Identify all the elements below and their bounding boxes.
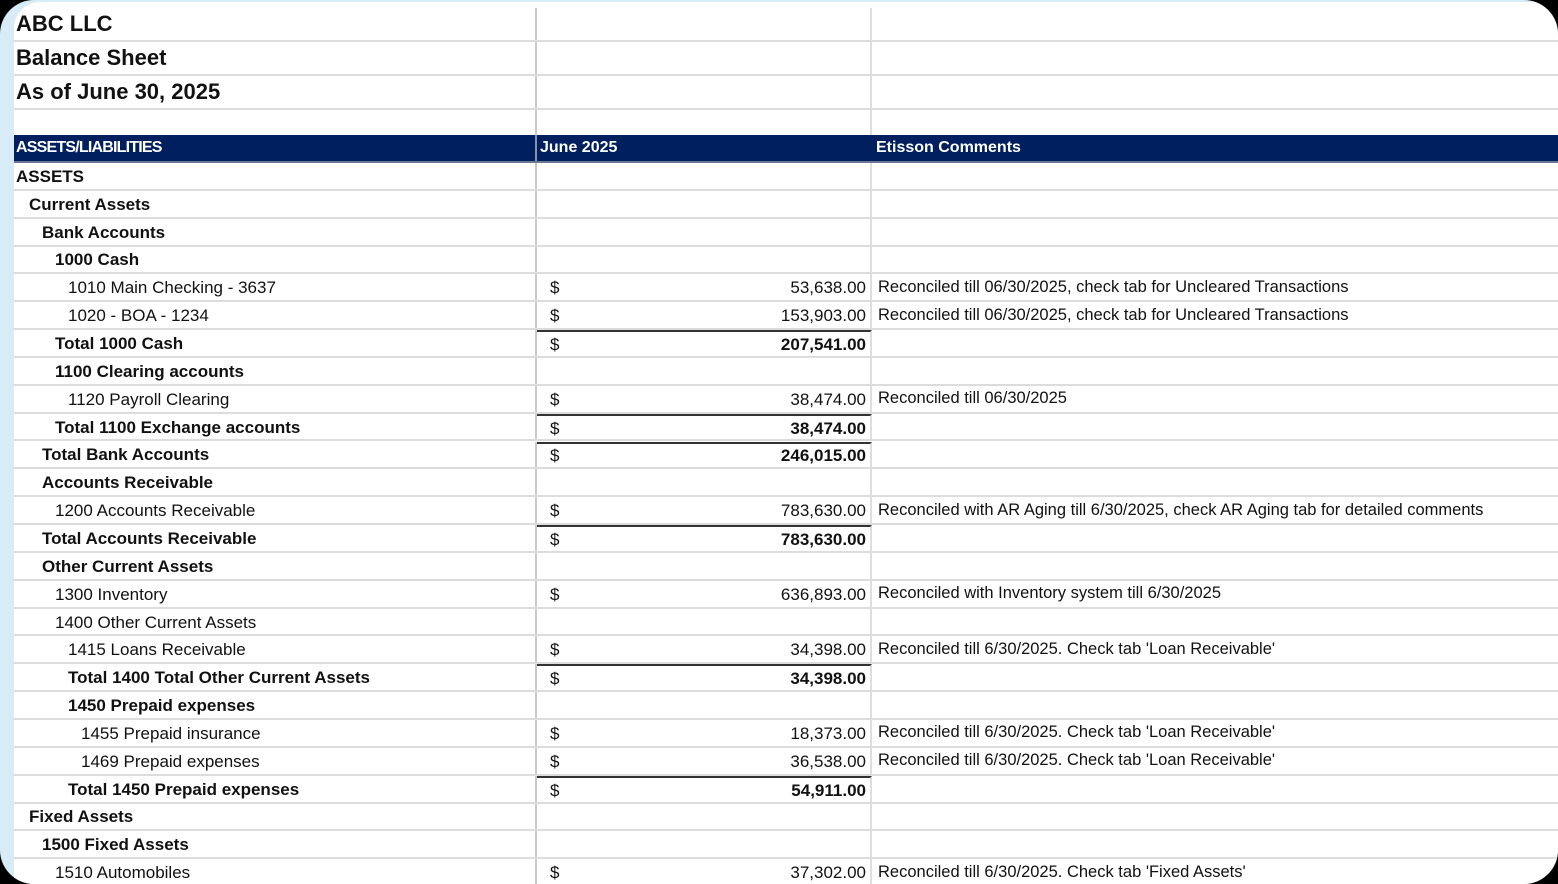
amount-cell[interactable]: [537, 804, 872, 830]
account-label[interactable]: 1469 Prepaid expenses: [14, 748, 537, 774]
comment-cell[interactable]: [872, 636, 1558, 662]
account-label[interactable]: 1120 Payroll Clearing: [14, 386, 537, 412]
amount-cell[interactable]: [537, 692, 872, 718]
amount-value: 18,373.00: [790, 723, 866, 743]
cell[interactable]: [872, 76, 1558, 108]
account-label[interactable]: 1000 Cash: [14, 247, 537, 273]
account-label[interactable]: 1455 Prepaid insurance: [14, 720, 537, 746]
currency-symbol: $: [550, 389, 560, 409]
table-row: [14, 776, 1558, 804]
comment-cell[interactable]: [872, 247, 1558, 273]
comment-cell[interactable]: [872, 163, 1558, 189]
title-row-date: [14, 76, 1558, 110]
account-label[interactable]: 1500 Fixed Assets: [14, 831, 537, 857]
amount-value: 783,630.00: [780, 500, 866, 520]
table-row: [14, 302, 1558, 330]
table-row: [14, 525, 1558, 553]
amount-value: 54,911.00: [791, 780, 866, 800]
account-label[interactable]: Total 1400 Total Other Current Assets: [14, 664, 537, 690]
amount-cell[interactable]: [537, 274, 872, 300]
amount-value: 783,630.00: [780, 529, 866, 549]
table-row: [14, 664, 1558, 692]
amount-cell[interactable]: [537, 776, 872, 802]
account-label[interactable]: Total 1000 Cash: [14, 330, 537, 356]
comment-cell[interactable]: [872, 302, 1558, 328]
amount-value: 36,538.00: [790, 751, 866, 771]
table-row: [14, 804, 1558, 832]
amount-cell[interactable]: [537, 609, 872, 635]
account-label[interactable]: Current Assets: [14, 191, 537, 217]
currency-symbol: $: [550, 751, 560, 771]
company-name[interactable]: ABC LLC: [14, 8, 537, 40]
account-label[interactable]: ASSETS: [14, 163, 537, 189]
account-label[interactable]: 1400 Other Current Assets: [14, 609, 537, 635]
amount-cell[interactable]: [537, 247, 872, 273]
currency-symbol: $: [550, 669, 560, 689]
account-label[interactable]: Total Accounts Receivable: [14, 525, 537, 551]
account-label[interactable]: 1100 Clearing accounts: [14, 358, 537, 384]
amount-cell[interactable]: [537, 302, 872, 328]
amount-value: 34,398.00: [790, 669, 866, 689]
cell[interactable]: [537, 76, 872, 108]
amount-cell[interactable]: [537, 414, 872, 440]
comment-cell[interactable]: [872, 386, 1558, 412]
amount-cell[interactable]: [537, 163, 872, 189]
amount-cell[interactable]: [537, 330, 872, 356]
table-row: [14, 497, 1558, 525]
account-label[interactable]: Total 1100 Exchange accounts: [14, 414, 537, 440]
account-label[interactable]: 1415 Loans Receivable: [14, 636, 537, 662]
amount-cell[interactable]: [537, 636, 872, 662]
amount-cell[interactable]: [537, 581, 872, 607]
table-row: [14, 609, 1558, 637]
table-row: [14, 330, 1558, 358]
account-label[interactable]: 1450 Prepaid expenses: [14, 692, 537, 718]
cell[interactable]: [872, 8, 1558, 40]
amount-cell[interactable]: [537, 358, 872, 384]
report-title[interactable]: Balance Sheet: [14, 42, 537, 74]
comment-text: Reconciled till 06/30/2025: [878, 389, 1067, 408]
comment-cell[interactable]: [872, 469, 1558, 495]
cell[interactable]: [872, 110, 1558, 136]
currency-symbol: $: [550, 278, 560, 298]
comment-cell[interactable]: [872, 330, 1558, 356]
table-row: [14, 358, 1558, 386]
table-row: [14, 469, 1558, 497]
currency-symbol: $: [550, 862, 560, 882]
table-row: [14, 191, 1558, 219]
comment-cell[interactable]: [872, 442, 1558, 468]
account-label[interactable]: Total 1450 Prepaid expenses: [14, 776, 537, 802]
comment-cell[interactable]: [872, 497, 1558, 523]
amount-cell[interactable]: [537, 831, 872, 857]
currency-symbol: $: [550, 780, 560, 800]
account-label[interactable]: 1010 Main Checking - 3637: [14, 274, 537, 300]
currency-symbol: $: [550, 334, 560, 354]
title-row-report: [14, 42, 1558, 76]
amount-cell[interactable]: [537, 748, 872, 774]
table-row: [14, 442, 1558, 470]
comment-text: Reconciled till 6/30/2025. Check tab 'Loan Receivable': [878, 723, 1276, 742]
table-row: [14, 636, 1558, 664]
amount-cell[interactable]: [537, 386, 872, 412]
comment-cell[interactable]: [872, 358, 1558, 384]
amount-cell[interactable]: [537, 219, 872, 245]
table-row: [14, 859, 1558, 884]
comment-cell[interactable]: [872, 831, 1558, 857]
currency-symbol: $: [550, 723, 560, 743]
comment-cell[interactable]: [872, 581, 1558, 607]
account-label[interactable]: 1200 Accounts Receivable: [14, 497, 537, 523]
comment-text: Reconciled with Inventory system till 6/30/2025: [878, 584, 1222, 603]
comment-cell[interactable]: [872, 525, 1558, 551]
spreadsheet: [14, 2, 1558, 884]
currency-symbol: $: [550, 446, 560, 466]
title-row-company: [14, 8, 1558, 42]
amount-cell[interactable]: [537, 525, 872, 551]
cell[interactable]: [537, 110, 872, 136]
comment-cell[interactable]: [872, 191, 1558, 217]
comment-text: Reconciled till 06/30/2025, check tab for Uncleared Transactions: [878, 305, 1349, 324]
amount-value: 153,903.00: [780, 305, 866, 325]
cell[interactable]: [537, 8, 872, 40]
table-row: [14, 274, 1558, 302]
table-row: [14, 748, 1558, 776]
table-row: [14, 692, 1558, 720]
account-label[interactable]: 1510 Automobiles: [14, 859, 537, 884]
comment-cell[interactable]: [872, 664, 1558, 690]
header-june-2025[interactable]: June 2025: [540, 139, 618, 156]
cell[interactable]: [537, 42, 872, 74]
report-date[interactable]: As of June 30, 2025: [14, 76, 537, 108]
amount-cell[interactable]: [537, 664, 872, 690]
comment-cell[interactable]: [872, 414, 1558, 440]
table-row: [14, 247, 1558, 275]
amount-value: 53,638.00: [790, 278, 866, 298]
comment-cell[interactable]: [872, 776, 1558, 802]
cell[interactable]: [872, 42, 1558, 74]
account-label[interactable]: Other Current Assets: [14, 553, 537, 579]
comment-cell[interactable]: [872, 219, 1558, 245]
amount-value: 38,474.00: [790, 418, 866, 438]
currency-symbol: $: [550, 500, 560, 520]
comment-cell[interactable]: [872, 553, 1558, 579]
comment-text: Reconciled till 6/30/2025. Check tab 'Loan Receivable': [878, 639, 1276, 658]
amount-cell[interactable]: [537, 191, 872, 217]
amount-value: 636,893.00: [780, 584, 866, 604]
table-row: [14, 163, 1558, 191]
comment-text: Reconciled till 06/30/2025, check tab for Uncleared Transactions: [878, 277, 1349, 296]
account-label[interactable]: 1020 - BOA - 1234: [14, 302, 537, 328]
comment-cell[interactable]: [872, 804, 1558, 830]
amount-cell[interactable]: [537, 442, 872, 468]
comment-text: Reconciled with AR Aging till 6/30/2025, check AR Aging tab for detailed comments: [878, 500, 1484, 519]
comment-text: Reconciled till 6/30/2025. Check tab 'Loan Receivable': [878, 751, 1276, 770]
amount-cell[interactable]: [537, 497, 872, 523]
amount-cell[interactable]: [537, 553, 872, 579]
table-row: [14, 720, 1558, 748]
amount-value: 38,474.00: [790, 389, 866, 409]
comment-text: Reconciled till 6/30/2025. Check tab 'Fixed Assets': [878, 862, 1246, 881]
column-header-row: [14, 135, 1558, 163]
table-row: [14, 831, 1558, 859]
amount-value: 246,015.00: [780, 446, 866, 466]
table-row: [14, 553, 1558, 581]
currency-symbol: $: [550, 584, 560, 604]
amount-value: 207,541.00: [780, 334, 866, 354]
account-label[interactable]: Bank Accounts: [14, 219, 537, 245]
table-row: [14, 386, 1558, 414]
header-assets-liabilities[interactable]: ASSETS/LIABILITIES: [14, 135, 537, 161]
amount-cell[interactable]: [537, 720, 872, 746]
amount-value: 37,302.00: [790, 862, 866, 882]
table-row: [14, 414, 1558, 442]
account-label[interactable]: Total Bank Accounts: [14, 442, 537, 468]
account-label[interactable]: 1300 Inventory: [14, 581, 537, 607]
amount-cell[interactable]: [537, 469, 872, 495]
comment-cell[interactable]: [872, 609, 1558, 635]
comment-cell[interactable]: [872, 720, 1558, 746]
table-row: [14, 219, 1558, 247]
table-row: [14, 581, 1558, 609]
currency-symbol: $: [550, 305, 560, 325]
account-label[interactable]: Fixed Assets: [14, 804, 537, 830]
currency-symbol: $: [550, 529, 560, 549]
account-label[interactable]: Accounts Receivable: [14, 469, 537, 495]
amount-cell[interactable]: [537, 859, 872, 884]
comment-cell[interactable]: [872, 748, 1558, 774]
cell[interactable]: [14, 110, 537, 136]
currency-symbol: $: [550, 640, 560, 660]
comment-cell[interactable]: [872, 692, 1558, 718]
header-comments[interactable]: Etisson Comments: [876, 139, 1021, 156]
currency-symbol: $: [550, 418, 560, 438]
blank-row: [14, 110, 1558, 136]
amount-value: 34,398.00: [790, 640, 866, 660]
comment-cell[interactable]: [872, 859, 1558, 884]
comment-cell[interactable]: [872, 274, 1558, 300]
